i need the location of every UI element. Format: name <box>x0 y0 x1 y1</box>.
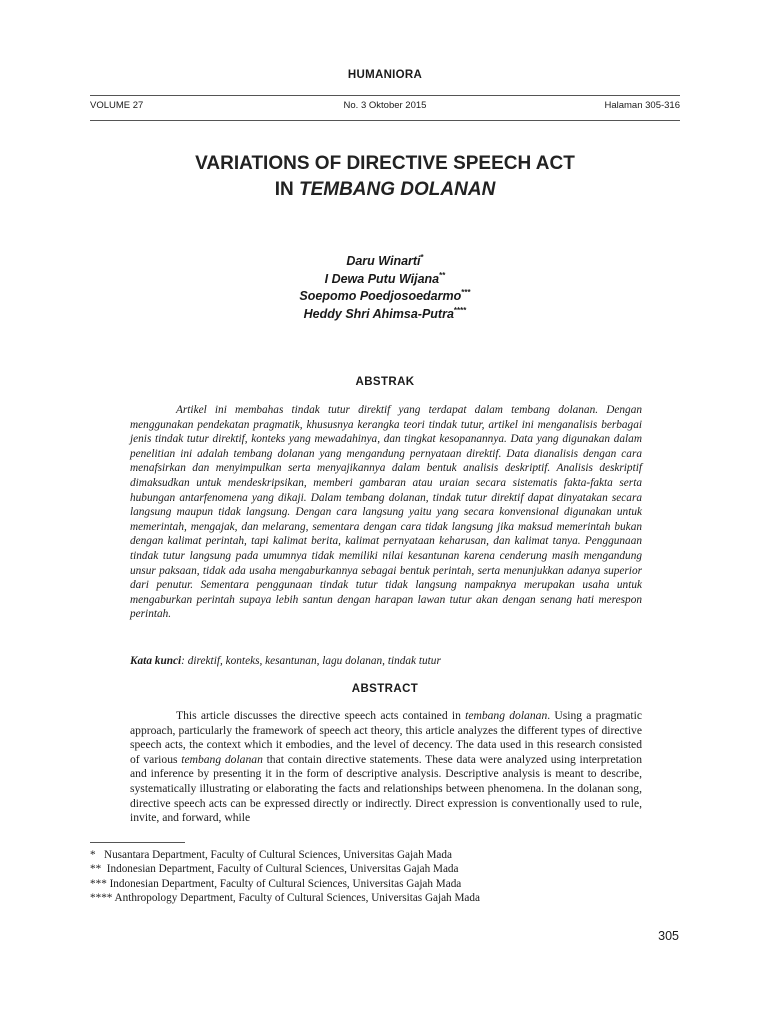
footnote: *** Indonesian Department, Faculty of Cultural Sciences, Universitas Gajah Mada <box>90 877 462 890</box>
footnote: * Nusantara Department, Faculty of Cultural Sciences, Universitas Gajah Mada <box>90 849 452 861</box>
abstract-italic-1: tembang dolanan <box>465 709 548 722</box>
title-line-1: VARIATIONS OF DIRECTIVE SPEECH ACT <box>195 153 575 174</box>
author-name-text: Soepomo Poedjosoedarmo <box>299 289 462 303</box>
journal-name: HUMANIORA <box>347 69 423 81</box>
keywords-text: : direktif, konteks, kesantunan, lagu dolanan, tindak tutur <box>181 655 441 667</box>
abstract-text-1: This article discusses the directive speech acts contained in <box>176 709 466 722</box>
author-name <box>0 306 770 324</box>
author-mark: **** <box>453 305 467 315</box>
abstract-body <box>130 709 642 826</box>
header-bottom-rule <box>90 120 680 121</box>
author-name <box>0 271 770 289</box>
title-line-2 <box>0 177 770 203</box>
issue-label: No. 3 Oktober 2015 <box>343 100 427 111</box>
author-name <box>0 288 770 306</box>
header-top-rule <box>90 95 680 96</box>
abstract-text-3: that contain directive statements. These data were analyzed using interpretation and inference by presenting it in the form of descriptive analysis. Descriptive analysis is meant to describe, systematically illustrating or elaborating the facts and relationships between phenomena. In the dolanan song, directive speech acts can be expressed directly or indirectly. Direct expression is conventionally used to rule, invite, and forward, while <box>130 752 643 825</box>
abstract-text-2: . Using a pragmatic approach, particularly the framework of speech act theory, this article analyzes the different types of directive speech acts, the context which it embodies, and the level of decency. The data used in this research consisted of various <box>130 709 643 766</box>
author-name-text: Heddy Shri Ahimsa-Putra <box>303 306 454 321</box>
author-list <box>0 253 770 323</box>
footnote: **** Anthropology Department, Faculty of Cultural Sciences, Universitas Gajah Mada <box>90 892 480 905</box>
volume-label: VOLUME 27 <box>90 100 144 111</box>
author-mark: *** <box>461 288 471 297</box>
page-number: 305 <box>658 929 679 943</box>
author-name <box>0 253 770 271</box>
author-name-text: I Dewa Putu Wijana <box>324 271 440 286</box>
article-title <box>0 151 770 203</box>
journal-header-row <box>90 100 680 116</box>
title-line-2-prefix: IN <box>274 179 299 200</box>
keywords-label: Kata kunci <box>130 655 182 667</box>
abstrak-heading: ABSTRAK <box>355 376 415 388</box>
abstract-italic-2: tembang dolanan <box>181 752 263 766</box>
title-line-2-italic: TEMBANG DOLANAN <box>298 179 496 200</box>
footnotes <box>90 848 650 906</box>
abstrak-body: Artikel ini membahas tindak tutur direktif yang terdapat dalam tembang dolanan. Dengan menggunakan pendekatan pragmatik, khususnya kerangka teori tindak tutur, artikel ini menganalisis berbagai jenis tindak tutur direktif, konteks yang mewadahinya, dan tingkat kesopanannya. Data yang digunakan dalam penelitian ini adalah tembang dolanan yang mengandung pernyataan direktif. Data dianalisis dengan cara menafsirkan dan menyimpulkan serta menyajikannya dalam bentuk analisis deskriptif. Analisis deskriptif dimaksudkan untuk mendeskripsikan, memberi gambaran atau uraian secara sistematis fakta-fakta serta hubungan antarfenomena yang dikaji. Dalam tembang dolanan, tindak tutur direktif dapat dinyatakan secara langsung maupun tidak langsung. Dengan cara langsung yaitu yang secara konvensional digunakan untuk memerintah, mengajak, dan melarang, sementara dengan cara tidak langsung jika maksud memerintah bukan dengan kalimat perintah, tapi kalimat berita, kalimat pernyataan keharusan, dan kalimat tanya. Penggunaan tindak tutur langsung pada umumnya tidak memiliki nilai kesantunan karena cenderung masih mengandung unsur paksaan, tidak ada usaha mengaburkannya sebagai bentuk perintah, serta menunjukkan adanya superior dari penutur. Sementara penggunaan tindak tutur tidak langsung nampaknya merupakan usaha untuk mengaburkan perintah supaya lebih santun dengan harapan lawan tutur akan dengan senang hati merespon perintah. <box>130 404 642 621</box>
author-mark: * <box>420 253 424 262</box>
pages-label: Halaman 305-316 <box>604 100 680 111</box>
author-mark: ** <box>439 270 446 280</box>
author-name-text: Daru Winarti <box>346 254 421 268</box>
keywords <box>130 654 642 669</box>
abstract-heading: ABSTRACT <box>351 683 419 695</box>
footnote: ** Indonesian Department, Faculty of Cultural Sciences, Universitas Gajah Mada <box>90 863 459 876</box>
footnote-rule <box>90 842 185 843</box>
